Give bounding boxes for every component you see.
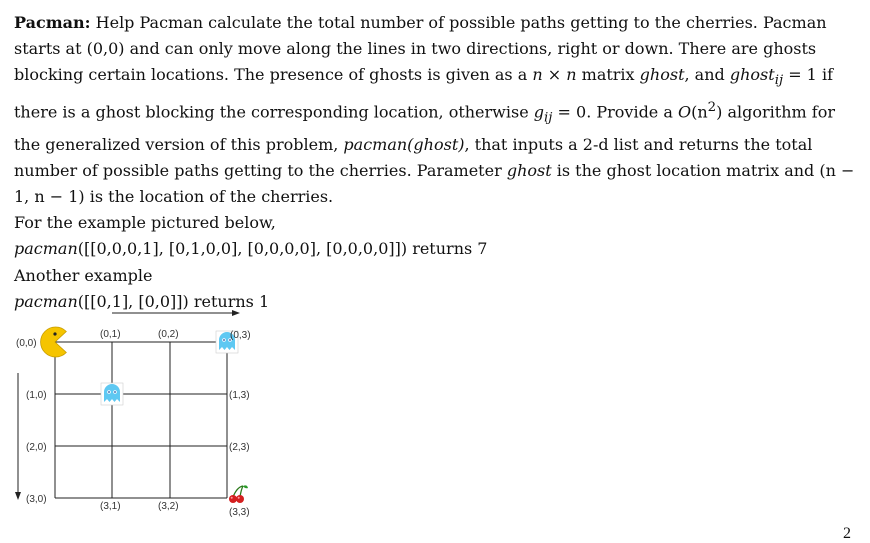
problem-text: Help Pacman calculate the total number of possible paths getting to the cherries. Pacman starts at (0,0) and can only move along the lines in two directions, right or down. There are ghosts blocking certain locations. The presence of ghosts is given as a bbox=[14, 13, 827, 85]
coord-label-1-0: (1,0) bbox=[26, 390, 47, 401]
coord-label-3-1: (3,1) bbox=[100, 501, 121, 512]
example-1-args: ([[0,0,0,1], [0,1,0,0], [0,0,0,0], [0,0,0,0]]) bbox=[77, 239, 408, 259]
math-cherry-location: (n − 1, n − 1) bbox=[14, 160, 855, 206]
coord-label-0-0: (0,0) bbox=[16, 338, 37, 349]
math-sup: 2 bbox=[707, 99, 717, 115]
problem-text: = 0. Provide a bbox=[557, 102, 673, 122]
problem-text: , that inputs a 2-d list and returns the total number of possible paths getting to the cherries. Parameter bbox=[14, 134, 813, 180]
math-ghost-ij: ghost bbox=[729, 65, 775, 85]
math-n: (n bbox=[691, 102, 708, 122]
math-subscript: ij bbox=[544, 110, 553, 126]
page-number: 2 bbox=[843, 525, 851, 542]
problem-title: Pacman: bbox=[14, 13, 91, 32]
example-1-result: returns 7 bbox=[412, 239, 488, 259]
math-ghost: ghost bbox=[639, 65, 685, 85]
problem-text: = 1 if there is a ghost blocking the corresponding location, otherwise bbox=[14, 65, 833, 122]
example-2-call: pacman bbox=[14, 291, 78, 311]
coord-label-0-1: (0,1) bbox=[100, 329, 121, 340]
right-arrow-head bbox=[232, 310, 240, 316]
down-arrow-head bbox=[15, 492, 21, 500]
coord-label-2-3: (2,3) bbox=[229, 442, 250, 453]
example-2-result: returns 1 bbox=[193, 291, 270, 311]
coord-label-0-2: (0,2) bbox=[158, 329, 179, 340]
cherry-icon bbox=[229, 485, 248, 503]
example-1-call: pacman bbox=[14, 239, 78, 259]
coord-label-2-0: (2,0) bbox=[26, 442, 47, 453]
math-n-by-n: n × n bbox=[532, 65, 577, 85]
math-ghost: ghost bbox=[506, 160, 552, 180]
example-intro: For the example pictured below, bbox=[14, 213, 276, 233]
coord-label-0-3: (0,3) bbox=[230, 330, 251, 341]
math-paren: ) bbox=[716, 102, 723, 122]
problem-text: , and bbox=[684, 65, 725, 85]
example-2-args: ([[0,1], [0,0]]) bbox=[77, 291, 189, 311]
grid-lines bbox=[55, 342, 227, 498]
math-subscript: ij bbox=[774, 73, 784, 89]
math-big-o: O bbox=[678, 102, 692, 122]
math-g: g bbox=[533, 102, 545, 122]
problem-text: algorithm for the generalized version of this problem, bbox=[14, 102, 835, 154]
coord-label-3-3: (3,3) bbox=[229, 507, 250, 518]
coord-label-1-3: (1,3) bbox=[229, 390, 250, 401]
coord-label-3-2: (3,2) bbox=[158, 501, 179, 512]
function-signature: pacman(ghost) bbox=[343, 134, 465, 154]
ghost-icon bbox=[101, 383, 123, 405]
problem-text: is the ghost location matrix and bbox=[556, 160, 815, 180]
problem-text: matrix bbox=[581, 65, 635, 85]
problem-text: is the location of the cherries. bbox=[89, 186, 334, 206]
another-example-label: Another example bbox=[14, 265, 153, 285]
coord-label-3-0: (3,0) bbox=[26, 494, 47, 505]
